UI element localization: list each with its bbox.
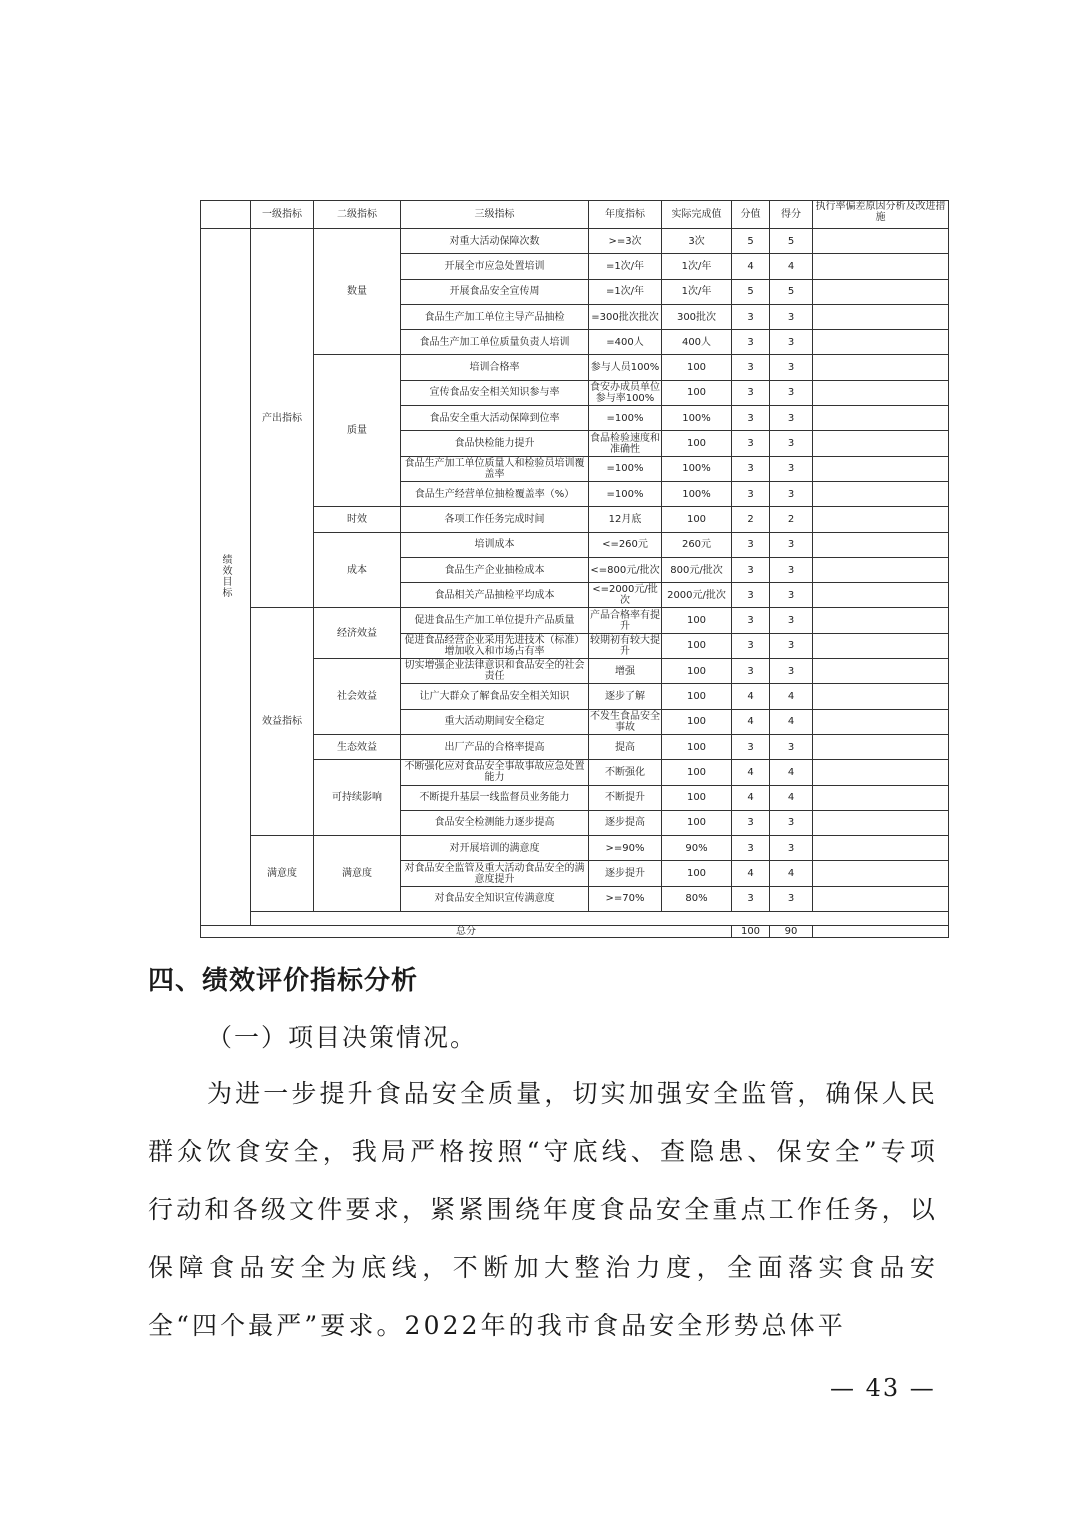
annual-target-cell: =100% [589,481,662,506]
score-got-cell: 3 [770,886,813,911]
blank-row [201,912,949,926]
score-value-cell: 3 [732,380,770,405]
score-value-cell: 4 [732,709,770,734]
level3-cell: 开展全市应急处置培训 [401,254,589,279]
deviation-note-cell [813,633,949,658]
level3-cell: 食品生产加工单位质量负责人培训 [401,330,589,355]
annual-target-cell: =100% [589,406,662,431]
actual-value-cell: 300批次 [662,304,732,329]
level3-cell: 出厂产品的合格率提高 [401,734,589,759]
score-value-cell: 3 [732,406,770,431]
header-actual-value: 实际完成值 [662,201,732,229]
annual-target-cell: =1次/年 [589,279,662,304]
level2-cell: 生态效益 [314,734,401,759]
deviation-note-cell [813,810,949,835]
deviation-note-cell [813,785,949,810]
level2-cell: 社会效益 [314,659,401,735]
score-value-cell: 3 [732,633,770,658]
actual-value-cell: 1次/年 [662,279,732,304]
actual-value-cell: 100 [662,608,732,633]
annual-target-cell: <=2000元/批次 [589,583,662,608]
level3-cell: 切实增强企业法律意识和食品安全的社会责任 [401,659,589,684]
actual-value-cell: 100 [662,431,732,456]
actual-value-cell: 100% [662,406,732,431]
performance-indicator-table [200,200,949,938]
score-value-cell: 4 [732,861,770,886]
table-row [201,608,949,633]
level3-cell: 食品安全重大活动保障到位率 [401,406,589,431]
actual-value-cell: 800元/批次 [662,557,732,582]
deviation-note-cell [813,330,949,355]
header-level1: 一级指标 [251,201,314,229]
deviation-note-cell [813,355,949,380]
score-value-cell: 4 [732,254,770,279]
annual-target-cell: 产品合格率有提升 [590,609,660,632]
blank-cell [251,912,949,926]
actual-value-cell: 100 [662,355,732,380]
annual-target-cell: 不断强化 [589,760,662,785]
level3-cell: 培训合格率 [401,355,589,380]
total-note [813,926,949,938]
actual-value-cell: 100 [662,684,732,709]
header-level2: 二级指标 [314,201,401,229]
actual-value-cell: 100 [662,380,732,405]
level3-cell: 对食品安全知识宣传满意度 [401,886,589,911]
actual-value-cell: 100 [662,734,732,759]
level3-cell: 不断提升基层一线监督员业务能力 [401,785,589,810]
actual-value-cell: 100 [662,709,732,734]
level2-cell: 数量 [314,229,401,355]
score-value-cell: 3 [732,659,770,684]
level2-cell: 经济效益 [314,608,401,659]
score-value-cell: 4 [732,785,770,810]
page-number: — 43 — [830,1374,936,1402]
table-row [201,659,949,684]
header-score-got: 得分 [770,201,813,229]
deviation-note-cell [813,431,949,456]
level3-cell: 开展食品安全宣传周 [401,279,589,304]
deviation-note-cell [813,861,949,886]
level3-cell: 对重大活动保障次数 [401,229,589,254]
actual-value-cell: 1次/年 [662,254,732,279]
header-annual-target: 年度指标 [589,201,662,229]
group-label: 绩效目标 [220,553,231,598]
level3-cell: 食品生产企业抽检成本 [401,557,589,582]
score-value-cell: 5 [732,229,770,254]
table-row [201,836,949,861]
deviation-note-cell [813,760,949,785]
body-paragraph: 为进一步提升食品安全质量，切实加强安全监管，确保人民群众饮食安全，我局严格按照“守底线、查隐患、保安全”专项行动和各级文件要求，紧紧围绕年度食品安全重点工作任务，以保障食品安全为底线，不断加大整治力度，全面落实食品安全“四个最严”要求。2022年的我市食品安全形势总体平 [148,1079,938,1340]
table-row [201,760,949,785]
table-row [201,532,949,557]
annual-target-cell: 食品检验速度和准确性 [590,432,660,455]
annual-target-cell: =400人 [589,330,662,355]
annual-target-cell: >=3次 [589,229,662,254]
level3-cell: 食品生产加工单位主导产品抽检 [401,304,589,329]
level2-cell: 成本 [314,532,401,608]
score-value-cell: 3 [732,557,770,582]
annual-target-cell: <=260元 [589,532,662,557]
score-got-cell: 4 [770,861,813,886]
subsection-title: （一）项目决策情况。 [207,1023,478,1052]
actual-value-cell: 2000元/批次 [662,583,732,608]
table-row [201,507,949,532]
annual-target-cell: 较期初有较大提升 [590,634,660,657]
actual-value-cell: 100 [662,861,732,886]
actual-value-cell: 100% [662,456,732,481]
score-got-cell: 3 [770,481,813,506]
deviation-note-cell [813,836,949,861]
level3-cell: 食品生产加工单位质量人和检验员培训覆盖率 [401,456,589,481]
level3-cell: 食品生产经营单位抽检覆盖率（%） [401,481,589,506]
deviation-note-cell [813,456,949,481]
annual-target-cell: 不发生食品安全事故 [590,710,660,733]
level3-cell: 让广大群众了解食品安全相关知识 [401,684,589,709]
score-got-cell: 4 [770,684,813,709]
annual-target-cell: 逐步了解 [589,684,662,709]
score-got-cell: 3 [770,608,813,633]
actual-value-cell: 100 [662,507,732,532]
total-row [201,926,949,938]
annual-target-cell: >=90% [589,836,662,861]
level2-cell: 满意度 [314,836,401,912]
score-got-cell: 3 [770,431,813,456]
deviation-note-cell [813,886,949,911]
actual-value-cell: 100 [662,785,732,810]
level3-cell: 促进食品生产加工单位提升产品质量 [401,608,589,633]
annual-target-cell: 提高 [589,734,662,759]
total-label: 总分 [201,926,732,938]
actual-value-cell: 100 [662,760,732,785]
score-got-cell: 3 [770,633,813,658]
level3-cell: 不断强化应对食品安全事故事故应急处置能力 [401,760,589,785]
score-value-cell: 3 [732,431,770,456]
header-deviation-analysis: 执行率偏差原因分析及改进措施 [813,201,949,229]
score-got-cell: 4 [770,709,813,734]
actual-value-cell: 100 [662,810,732,835]
level1-cell: 效益指标 [251,608,314,836]
deviation-note-cell [813,254,949,279]
score-value-cell: 3 [732,836,770,861]
table-row [201,229,949,254]
deviation-note-cell [813,229,949,254]
level2-cell: 可持续影响 [314,760,401,836]
annual-target-cell: 12月底 [589,507,662,532]
score-value-cell: 3 [732,583,770,608]
score-value-cell: 3 [732,886,770,911]
score-value-cell: 3 [732,532,770,557]
score-value-cell: 3 [732,481,770,506]
score-got-cell: 3 [770,406,813,431]
deviation-note-cell [813,583,949,608]
deviation-note-cell [813,481,949,506]
score-got-cell: 5 [770,229,813,254]
annual-target-cell: =300批次批次 [589,304,662,329]
actual-value-cell: 90% [662,836,732,861]
annual-target-cell: 参与人员100% [589,355,662,380]
score-got-cell: 3 [770,355,813,380]
score-got-cell: 2 [770,507,813,532]
actual-value-cell: 100% [662,481,732,506]
level3-cell: 重大活动期间安全稳定 [401,709,589,734]
deviation-note-cell [813,557,949,582]
score-got-cell: 4 [770,254,813,279]
deviation-note-cell [813,304,949,329]
annual-target-cell: 食安办成员单位参与率100% [590,381,660,404]
actual-value-cell: 3次 [662,229,732,254]
level2-cell: 时效 [314,507,401,532]
annual-target-cell: 逐步提升 [589,861,662,886]
score-value-cell: 4 [732,684,770,709]
actual-value-cell: 100 [662,633,732,658]
score-value-cell: 3 [732,355,770,380]
score-value-cell: 3 [732,734,770,759]
level3-cell: 促进食品经营企业采用先进技术（标准）增加收入和市场占有率 [401,633,589,658]
level3-cell: 食品快检能力提升 [401,431,589,456]
table-row [201,355,949,380]
deviation-note-cell [813,684,949,709]
deviation-note-cell [813,279,949,304]
score-got-cell: 4 [770,760,813,785]
section-title: 四、绩效评价指标分析 [148,966,419,996]
score-value-cell: 5 [732,279,770,304]
score-value-cell: 3 [732,304,770,329]
actual-value-cell: 400人 [662,330,732,355]
annual-target-cell: <=800元/批次 [589,557,662,582]
score-value-cell: 3 [732,608,770,633]
level3-cell: 对开展培训的满意度 [401,836,589,861]
level3-cell: 各项工作任务完成时间 [401,507,589,532]
score-got-cell: 3 [770,836,813,861]
level2-cell: 质量 [314,355,401,507]
level3-cell: 宣传食品安全相关知识参与率 [401,380,589,405]
level3-cell: 培训成本 [401,532,589,557]
score-got-cell: 3 [770,304,813,329]
score-got-cell: 3 [770,734,813,759]
score-value-cell: 2 [732,507,770,532]
total-got: 90 [770,926,813,938]
header-score-value: 分值 [732,201,770,229]
score-value-cell: 3 [732,810,770,835]
deviation-note-cell [813,507,949,532]
table-header-row [201,201,949,229]
deviation-note-cell [813,532,949,557]
deviation-note-cell [813,659,949,684]
level1-cell: 满意度 [251,836,314,912]
actual-value-cell: 260元 [662,532,732,557]
score-got-cell: 3 [770,532,813,557]
actual-value-cell: 80% [662,886,732,911]
score-got-cell: 3 [770,456,813,481]
annual-target-cell: =100% [589,456,662,481]
score-got-cell: 3 [770,583,813,608]
actual-value-cell: 100 [662,659,732,684]
deviation-note-cell [813,380,949,405]
level3-cell: 对食品安全监管及重大活动食品安全的满意度提升 [401,861,589,886]
deviation-note-cell [813,709,949,734]
annual-target-cell: 不断提升 [589,785,662,810]
annual-target-cell: 逐步提高 [589,810,662,835]
deviation-note-cell [813,734,949,759]
score-got-cell: 3 [770,380,813,405]
score-got-cell: 3 [770,810,813,835]
annual-target-cell: >=70% [589,886,662,911]
score-value-cell: 3 [732,456,770,481]
table-row [201,734,949,759]
score-got-cell: 3 [770,557,813,582]
score-got-cell: 3 [770,659,813,684]
annual-target-cell: 增强 [589,659,662,684]
header-cell [201,201,251,229]
level3-cell: 食品相关产品抽检平均成本 [401,583,589,608]
score-got-cell: 3 [770,330,813,355]
score-value-cell: 4 [732,760,770,785]
level1-cell: 产出指标 [251,229,314,608]
score-got-cell: 5 [770,279,813,304]
score-got-cell: 4 [770,785,813,810]
score-value-cell: 3 [732,330,770,355]
level3-cell: 食品安全检测能力逐步提高 [401,810,589,835]
deviation-note-cell [813,406,949,431]
total-score: 100 [732,926,770,938]
annual-target-cell: =1次/年 [589,254,662,279]
deviation-note-cell [813,608,949,633]
header-level3: 三级指标 [401,201,589,229]
group-label-cell [201,229,251,926]
